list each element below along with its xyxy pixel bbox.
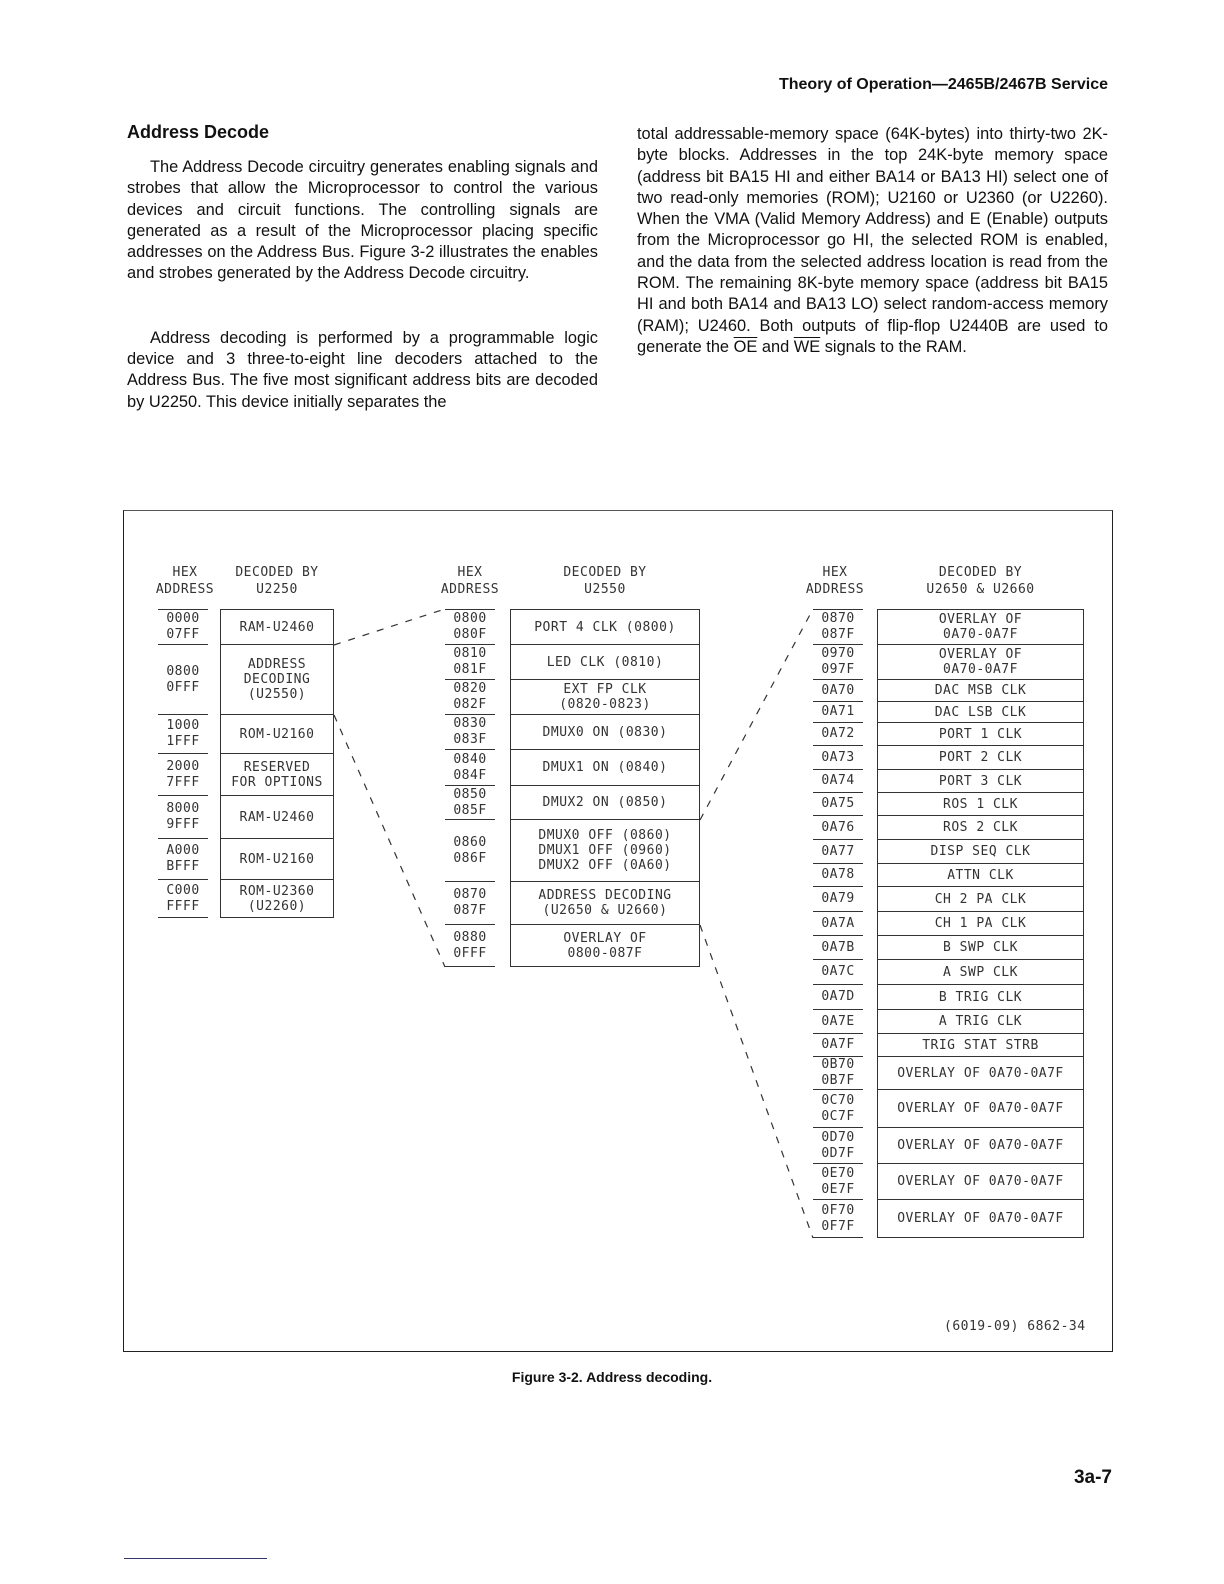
- hex-address: 0E70 0E7F: [813, 1164, 863, 1200]
- decoded-function: CH 1 PA CLK: [877, 912, 1084, 936]
- oe-signal: $\overline{OE}$: [733, 337, 758, 356]
- decoded-function: A SWP CLK: [877, 960, 1084, 985]
- decoded-function: ADDRESS DECODING (U2550): [220, 645, 334, 715]
- hex-address: 0800 0FFF: [158, 645, 208, 715]
- decoded-function: LED CLK (0810): [510, 645, 700, 680]
- decoded-function: PORT 4 CLK (0800): [510, 609, 700, 645]
- figure-code: (6019-09) 6862-34: [944, 1319, 1086, 1334]
- decoded-function: PORT 1 CLK: [877, 723, 1084, 746]
- paragraph: The Address Decode circuitry generates enabling signals and strobes that allow the Microprocessor to control the various devices and circuit functions. The controlling signals are generated as a result of the Microprocessor placing specific addresses on the Address Bus. Figure 3-2 illustrates the enables and strobes generated by the Address Decode circuitry.: [127, 158, 598, 283]
- decoded-function: OVERLAY OF 0A70-0A7F: [877, 1200, 1084, 1238]
- text: total addressable-memory space (64K-bytes) into thirty-two 2K-byte blocks. Addresses in the top 24K-byte memory space (address bit BA15 HI and either BA14 or BA13 HI) select one of two read-only memories (ROM); U2160 or U2360 (or U2260). When the VMA (Valid Memory Address) and E (Enable) outputs from the Microprocessor go HI, the selected ROM is enabled, and the data from the selected address location is read from the ROM. The remaining 8K-byte memory space (address bit BA15 HI and both BA14 and BA13 LO) select random-access memory (RAM); U2460. Both outputs of flip-flop U2440B are used to generate the: [637, 125, 1108, 356]
- dashed-expansion-line: [334, 609, 445, 645]
- decoded-function: EXT FP CLK (0820-0823): [510, 680, 700, 715]
- hex-address-header: HEX ADDRESS: [805, 565, 865, 597]
- hex-address: 0810 081F: [445, 645, 495, 680]
- decoded-function: DMUX0 ON (0830): [510, 715, 700, 750]
- decoded-function: DAC LSB CLK: [877, 702, 1084, 723]
- decoded-function: OVERLAY OF 0A70-0A7F: [877, 1057, 1084, 1090]
- decoded-function: DMUX0 OFF (0860) DMUX1 OFF (0960) DMUX2 OFF (0A60): [510, 820, 700, 882]
- hex-address: 0000 07FF: [158, 609, 208, 645]
- decoded-function: DISP SEQ CLK: [877, 840, 1084, 864]
- hex-address: 0A70: [813, 680, 863, 702]
- decoded-by-header: DECODED BY U2250: [235, 565, 319, 597]
- hex-address: 0B70 0B7F: [813, 1057, 863, 1090]
- decoded-function: A TRIG CLK: [877, 1010, 1084, 1034]
- decoded-function: PORT 3 CLK: [877, 770, 1084, 793]
- hex-address-header: HEX ADDRESS: [440, 565, 500, 597]
- decoded-function: ATTN CLK: [877, 864, 1084, 887]
- hex-address: 0970 097F: [813, 645, 863, 680]
- hex-address: 2000 7FFF: [158, 754, 208, 796]
- hex-address: 0A78: [813, 864, 863, 887]
- hex-address: 0C70 0C7F: [813, 1090, 863, 1128]
- decoded-function: OVERLAY OF 0A70-0A7F: [877, 645, 1084, 680]
- page-number: 3a-7: [1073, 1467, 1112, 1488]
- decoded-function: CH 2 PA CLK: [877, 887, 1084, 912]
- decoded-function: RAM-U2460: [220, 796, 334, 839]
- hex-address: 0870 087F: [445, 882, 495, 925]
- hex-address: A000 BFFF: [158, 839, 208, 880]
- hex-address: 0A72: [813, 723, 863, 746]
- decoded-function: ROM-U2360 (U2260): [220, 880, 334, 918]
- hex-address: 0D70 0D7F: [813, 1128, 863, 1164]
- hex-address: 0870 087F: [813, 609, 863, 645]
- hex-address: C000 FFFF: [158, 880, 208, 918]
- hex-address: 0A77: [813, 840, 863, 864]
- hex-address: 0830 083F: [445, 715, 495, 750]
- hex-address: 1000 1FFF: [158, 715, 208, 754]
- figure-caption: Figure 3-2. Address decoding.: [511, 1369, 713, 1385]
- dashed-expansion-line: [700, 925, 813, 1238]
- hex-address: 0A7D: [813, 985, 863, 1010]
- hex-address: 0800 080F: [445, 609, 495, 645]
- dashed-expansion-line: [700, 609, 813, 820]
- running-header: Theory of Operation—2465B/2467B Service: [778, 76, 1108, 93]
- hex-address: 8000 9FFF: [158, 796, 208, 839]
- hex-address: 0A73: [813, 746, 863, 770]
- hex-address: 0840 084F: [445, 750, 495, 786]
- decoded-function: DMUX2 ON (0850): [510, 786, 700, 820]
- decoded-function: OVERLAY OF 0800-087F: [510, 925, 700, 967]
- decoded-function: OVERLAY OF 0A70-0A7F: [877, 609, 1084, 645]
- hex-address: 0860 086F: [445, 820, 495, 882]
- hex-address: 0F70 0F7F: [813, 1200, 863, 1238]
- paragraph: Address decoding is performed by a programmable logic device and 3 three-to-eight line decoders attached to the Address Bus. The five most significant address bits are decoded by U2250. This device initially separates the: [127, 328, 598, 411]
- hex-address: 0820 082F: [445, 680, 495, 715]
- decoded-function: DAC MSB CLK: [877, 680, 1084, 702]
- decoded-function: B SWP CLK: [877, 936, 1084, 960]
- hex-address: 0A7A: [813, 912, 863, 936]
- hex-address: 0A75: [813, 793, 863, 816]
- decoded-function: PORT 2 CLK: [877, 746, 1084, 770]
- hex-address: 0A79: [813, 887, 863, 912]
- decoded-by-header: DECODED BY U2550: [563, 565, 647, 597]
- hex-address: 0A71: [813, 702, 863, 723]
- hex-address: 0A74: [813, 770, 863, 793]
- dashed-expansion-line: [334, 715, 445, 967]
- decoded-function: ROM-U2160: [220, 715, 334, 754]
- footer-rule: [124, 1558, 267, 1559]
- text: and: [757, 337, 794, 356]
- hex-address: 0850 085F: [445, 786, 495, 820]
- hex-address: 0A7F: [813, 1034, 863, 1057]
- decoded-function: OVERLAY OF 0A70-0A7F: [877, 1128, 1084, 1164]
- hex-address: 0A7E: [813, 1010, 863, 1034]
- decoded-function: DMUX1 ON (0840): [510, 750, 700, 786]
- decoded-function: ADDRESS DECODING (U2650 & U2660): [510, 882, 700, 925]
- decoded-function: RESERVED FOR OPTIONS: [220, 754, 334, 796]
- decoded-function: ROM-U2160: [220, 839, 334, 880]
- section-title: Address Decode: [127, 122, 270, 142]
- hex-address: 0A76: [813, 816, 863, 840]
- decoded-function: RAM-U2460: [220, 609, 334, 645]
- decoded-function: OVERLAY OF 0A70-0A7F: [877, 1164, 1084, 1200]
- text: signals to the RAM.: [820, 337, 967, 356]
- decoded-by-header: DECODED BY U2650 & U2660: [926, 565, 1035, 597]
- decoded-function: B TRIG CLK: [877, 985, 1084, 1010]
- decoded-function: ROS 1 CLK: [877, 793, 1084, 816]
- hex-address: 0880 0FFF: [445, 925, 495, 967]
- we-signal: $\overline{WE}$: [793, 337, 821, 356]
- decoded-function: ROS 2 CLK: [877, 816, 1084, 840]
- decoded-function: OVERLAY OF 0A70-0A7F: [877, 1090, 1084, 1128]
- decoded-function: TRIG STAT STRB: [877, 1034, 1084, 1057]
- hex-address-header: HEX ADDRESS: [155, 565, 215, 597]
- hex-address: 0A7C: [813, 960, 863, 985]
- hex-address: 0A7B: [813, 936, 863, 960]
